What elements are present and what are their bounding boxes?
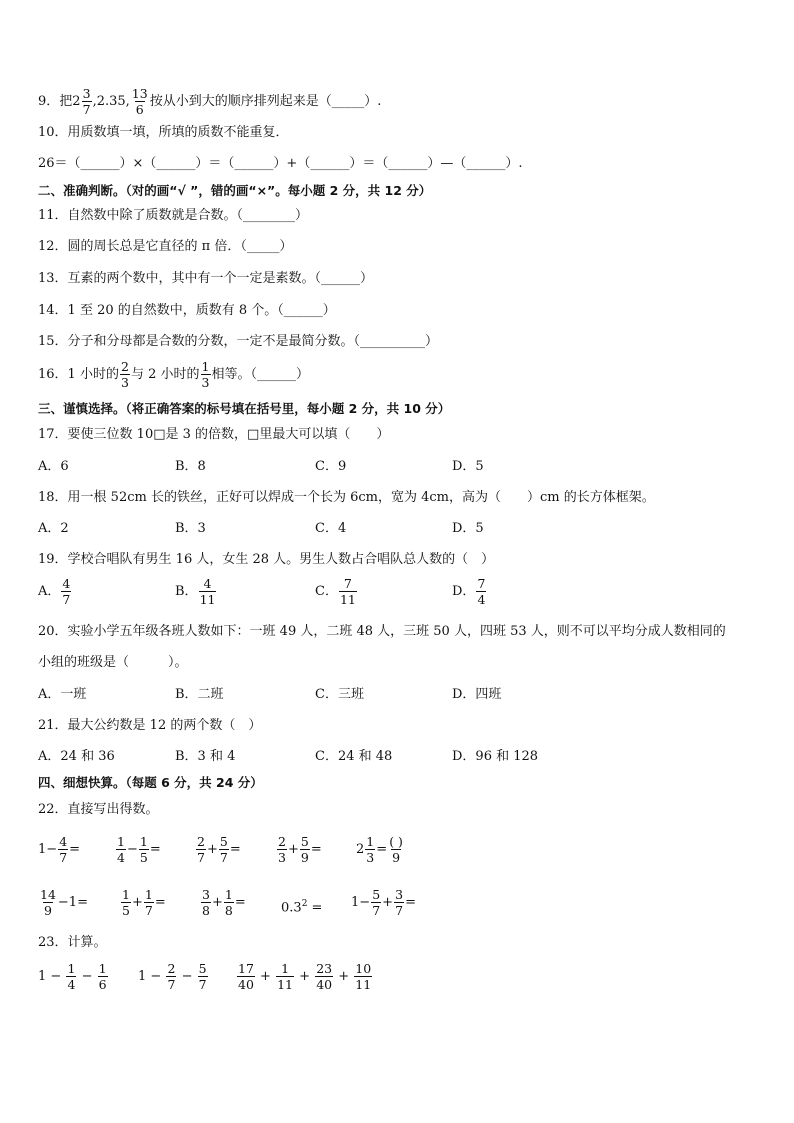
answer-blank-9[interactable]: 按从小到大的顺序排列起来是（_____）. — [149, 94, 382, 109]
question-16: 16．1 小时的 $\frac{2}{3}$ 与 2 小时的 $\frac{1}{3}$ 相等。（______） — [38, 359, 310, 390]
expression: $\frac{2}{3}$ + $\frac{5}{9}$ = — [278, 834, 322, 865]
option-a[interactable]: A．6 — [38, 459, 69, 474]
option-b[interactable]: B．3 — [175, 521, 206, 536]
question-20-cont: 小组的班级是（ ）。 — [38, 655, 188, 670]
question-12[interactable]: 12．圆的周长总是它直径的 π 倍．（_____） — [38, 239, 293, 254]
fraction: $\frac{1}{3}$ — [201, 359, 210, 390]
option-d[interactable]: D．96 和 128 — [452, 749, 539, 764]
expression: 1− $\frac{4}{7}$ = — [38, 834, 81, 865]
option-b[interactable]: B． $\frac{4}{11}$ — [175, 576, 216, 607]
option-c[interactable]: C． $\frac{7}{11}$ — [315, 576, 356, 607]
question-21: 21．最大公约数是 12 的两个数（ ） — [38, 718, 262, 733]
question-22: 22．直接写出得数。 — [38, 802, 159, 817]
fraction: $\frac{2}{3}$ — [120, 359, 129, 390]
expression: 1− $\frac{5}{7}$ + $\frac{3}{7}$ = — [351, 887, 416, 918]
expression: $\frac{1}{4}$ − $\frac{1}{5}$ = — [117, 834, 161, 865]
option-d[interactable]: D．四班 — [452, 687, 502, 702]
expression: $\frac{14}{9}$ −1= — [40, 887, 88, 918]
option-a[interactable]: A． $\frac{4}{7}$ — [38, 576, 71, 607]
option-c[interactable]: C．24 和 48 — [315, 749, 393, 764]
option-b[interactable]: B．3 和 4 — [175, 749, 236, 764]
option-d[interactable]: D．5 — [452, 459, 484, 474]
section-4-heading: 四、细想快算。（每题 6 分，共 24 分） — [38, 775, 263, 790]
question-13[interactable]: 13．互素的两个数中，其中有一个一定是素数。（______） — [38, 271, 374, 286]
expression: $0.3^2$ = — [281, 899, 323, 916]
section-2-heading: 二、准确判断。（对的画“√ ”，错的画“×”。每小题 2 分，共 12 分） — [38, 183, 432, 198]
expression: $\frac{1}{5}$ + $\frac{1}{7}$ = — [122, 887, 166, 918]
expression: $\frac{2}{7}$ + $\frac{5}{7}$ = — [197, 834, 241, 865]
option-c[interactable]: C．9 — [315, 459, 347, 474]
option-a[interactable]: A．2 — [38, 521, 69, 536]
expression: $\frac{3}{8}$ + $\frac{1}{8}$ = — [202, 887, 246, 918]
question-14[interactable]: 14．1 至 20 的自然数中，质数有 8 个。（______） — [38, 303, 336, 318]
question-17: 17．要使三位数 10□是 3 的倍数，□里最大可以填（ ） — [38, 427, 390, 442]
question-10-equation[interactable]: 26＝（______）×（______）＝（______）+（______）＝（______）—（______）. — [38, 156, 523, 171]
option-c[interactable]: C．4 — [315, 521, 347, 536]
question-23: 23．计算。 — [38, 935, 107, 950]
calculation: 1 − $\frac{2}{7}$ − $\frac{5}{7}$ — [138, 961, 207, 992]
option-c[interactable]: C．三班 — [315, 687, 364, 702]
expression[interactable]: 2 $\frac{1}{3}$ = ( ) 9 — [356, 834, 403, 865]
question-18: 18．用一根 52cm 长的铁丝，正好可以焊成一个长为 6cm，宽为 4cm，高为（ ）cm 的长方体框架。 — [38, 490, 655, 505]
option-a[interactable]: A．24 和 36 — [38, 749, 115, 764]
question-9: 9．把2 $\frac{3}{7}$ ,2.35, $\frac{13}{6}$ 按从小到大的顺序排列起来是（_____）. — [38, 86, 382, 117]
fraction: $\frac{13}{6}$ — [131, 86, 148, 117]
option-b[interactable]: B．8 — [175, 459, 206, 474]
calculation: 1 − $\frac{1}{4}$ − $\frac{1}{6}$ — [38, 961, 107, 992]
question-15[interactable]: 15．分子和分母都是合数的分数，一定不是最简分数。（__________） — [38, 334, 439, 349]
option-d[interactable]: D． $\frac{7}{4}$ — [452, 576, 486, 607]
calculation: $\frac{17}{40}$ + $\frac{1}{11}$ + $\frac{23}{40}$ + $\frac{10}{11}$ — [238, 961, 372, 992]
fraction: $\frac{3}{7}$ — [82, 86, 91, 117]
section-3-heading: 三、谨慎选择。（将正确答案的标号填在括号里，每小题 2 分，共 10 分） — [38, 401, 451, 416]
question-11[interactable]: 11．自然数中除了质数就是合数。（________） — [38, 208, 309, 223]
option-d[interactable]: D．5 — [452, 521, 484, 536]
question-20: 20．实验小学五年级各班人数如下：一班 49 人，二班 48 人，三班 50 人，四班 53 人，则不可以平均分成人数相同的 — [38, 624, 726, 639]
option-a[interactable]: A．一班 — [38, 687, 87, 702]
question-19: 19．学校合唱队有男生 16 人，女生 28 人。男生人数占合唱队总人数的（ ） — [38, 552, 495, 567]
question-10: 10．用质数填一填，所填的质数不能重复． — [38, 125, 289, 140]
option-b[interactable]: B．二班 — [175, 687, 224, 702]
answer-blank-16[interactable]: 相等。（______） — [211, 367, 310, 382]
